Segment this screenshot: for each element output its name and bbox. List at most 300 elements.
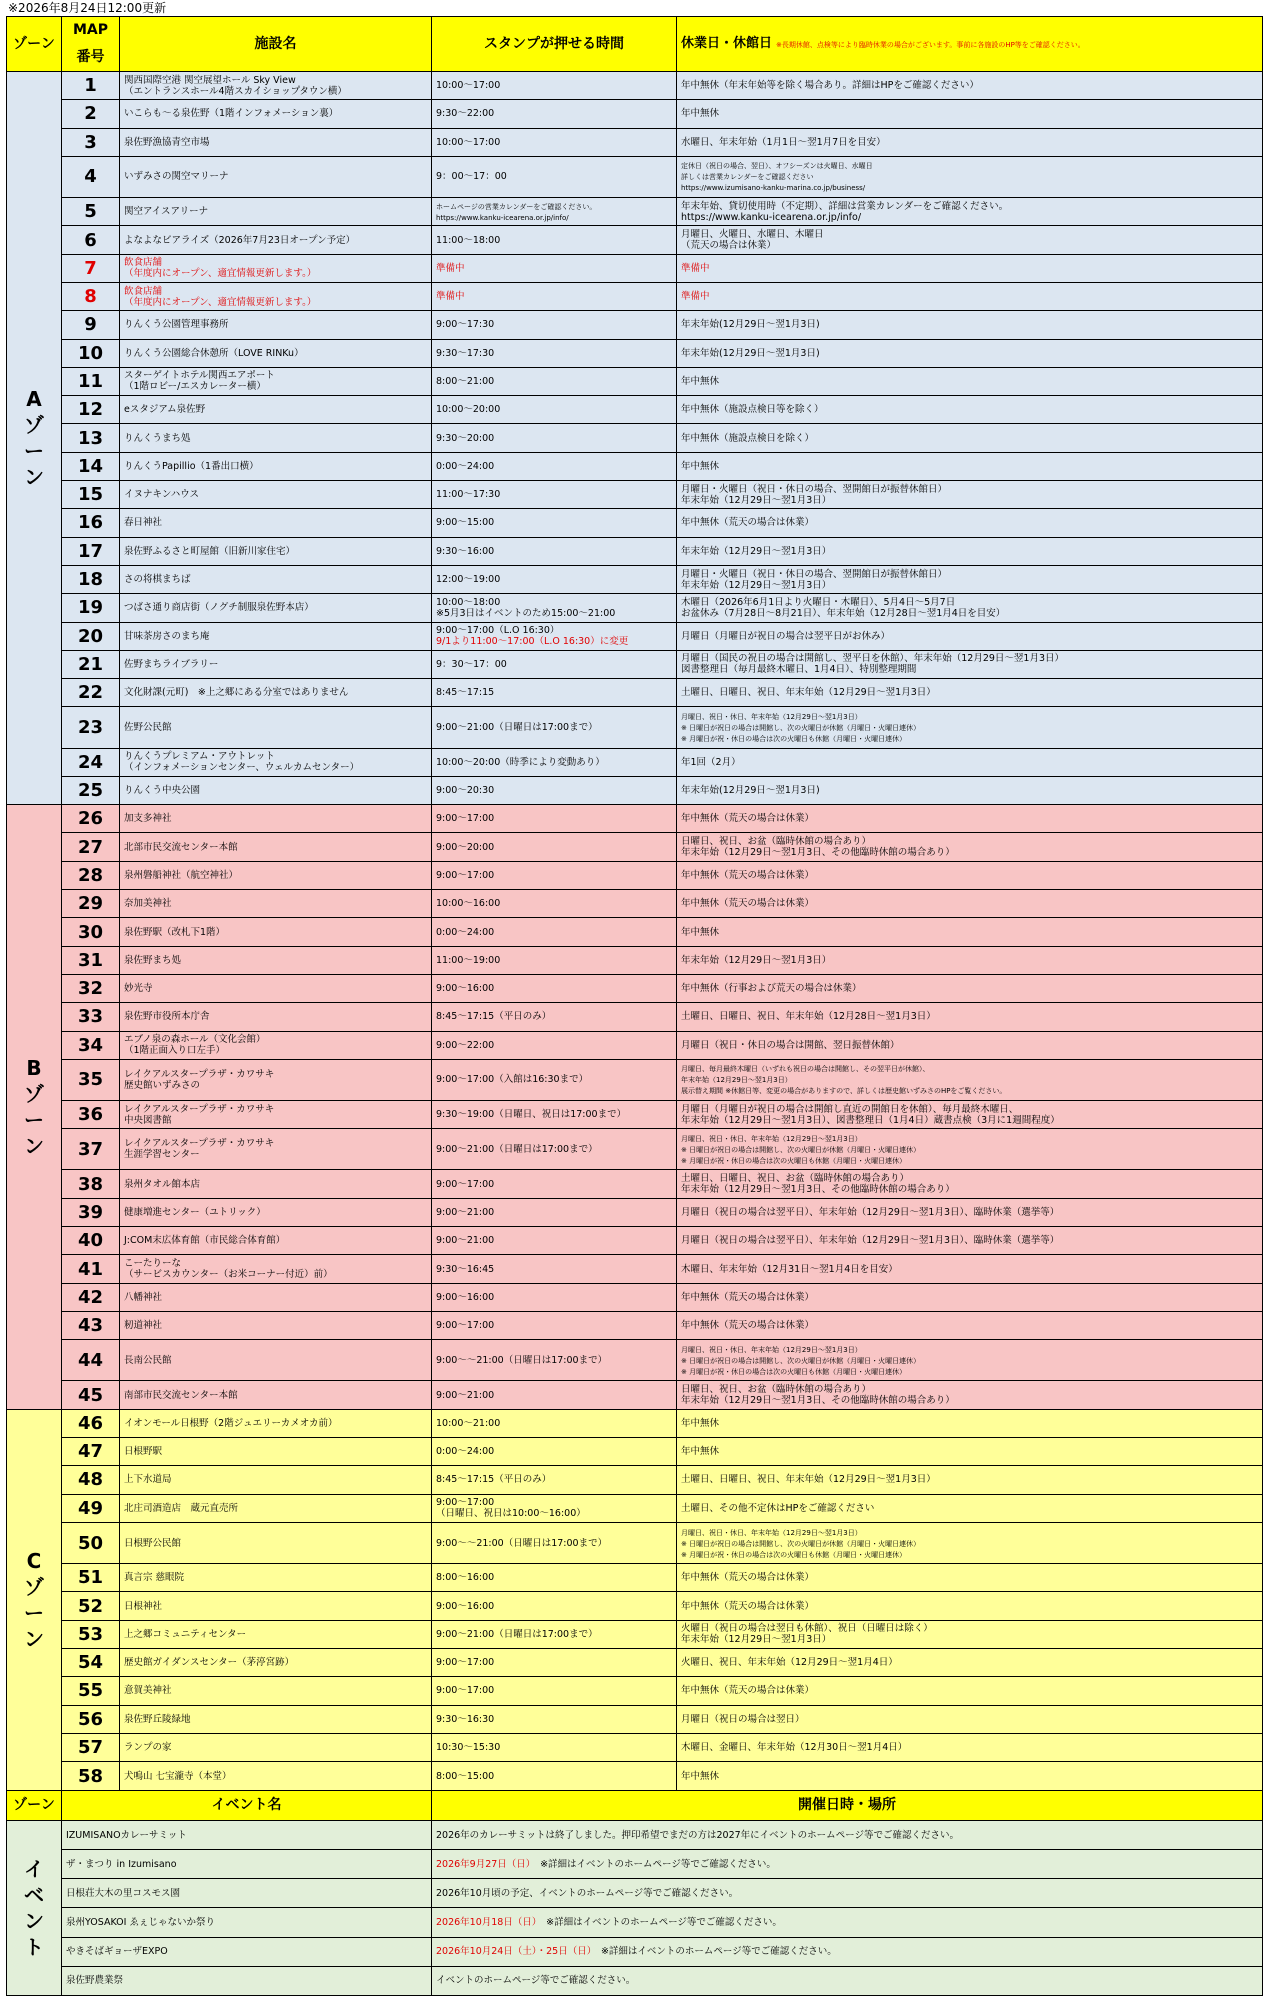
map-number: 4 [62,156,120,197]
facility-row [7,100,1263,128]
holiday-info: 年中無休（行事および荒天の場合は休業） [677,974,1263,1002]
map-number: 7 [62,254,120,282]
facility-name: 妙光寺 [120,974,432,1002]
holiday-info: 月曜日（祝日・休日の場合は開館、翌日振替休館） [677,1031,1263,1059]
cell-line: 年末年始（12月29日～翌1月3日） [681,579,832,591]
facility-row [7,1283,1263,1311]
event-row [7,1937,1263,1966]
facility-name [120,1129,432,1170]
holiday-info: 年末年始（12月29日～翌1月3日） [677,946,1263,974]
cell-line: 月曜日・火曜日（祝日・休日の場合、翌開館日が振替休館日） [681,568,948,580]
facility-row [7,509,1263,537]
stamp-time: 10:00～21:00 [432,1409,677,1437]
event-zone-label [7,1821,62,1996]
cell-line: ※ 月曜日が祝・休日の場合は次の火曜日も休館（月曜日・火曜日連休） [681,1550,907,1559]
cell-line: 定休日（祝日の場合、翌日）、オフシーズンは火曜日、水曜日 [681,162,873,171]
cell-line: エブノ泉の森ホール（文化会館） [124,1034,266,1046]
cell-line: 9/1より11:00～17:00（L.O 16:30）に変更 [436,636,629,648]
holiday-info: 年末年始(12月29日～翌1月3日) [677,311,1263,339]
facility-row [7,1522,1263,1563]
map-number: 44 [62,1340,120,1381]
facility-name: 甘味茶房さのまち庵 [120,622,432,650]
facility-row [7,1003,1263,1031]
cell-line: 生涯学習センター [124,1149,200,1161]
map-number: 57 [62,1733,120,1761]
map-number: 35 [62,1059,120,1100]
map-number: 58 [62,1762,120,1791]
stamp-time: 9:30～16:30 [432,1705,677,1733]
facility-name: いずみさの関空マリーナ [120,156,432,197]
holiday-info [677,1620,1263,1648]
cell-line: （インフォメーションセンター、ウェルカムセンター） [124,762,360,774]
holiday-info: 月曜日（祝日の場合は翌日） [677,1705,1263,1733]
facility-row [7,1409,1263,1437]
event-date: 2026年9月27日（日） [436,1858,531,1870]
cell-line: レイクアルスタープラザ・カワサキ [124,1103,275,1115]
cell-line: 歴史館いずみさの [124,1079,201,1091]
map-number: 16 [62,509,120,537]
facility-row [7,537,1263,565]
holiday-info: 年中無休（施設点検日等を除く） [677,396,1263,424]
facility-name: 犬鳴山 七宝瀧寺（本堂） [120,1762,432,1791]
facility-name: よなよなビアライズ（2026年7月23日オープン予定） [120,226,432,254]
map-number: 5 [62,198,120,226]
map-number: 23 [62,707,120,748]
cell-line: 日曜日、祝日、お盆（臨時休館の場合あり） [681,1384,872,1396]
holiday-info: 年中無休 [677,367,1263,395]
event-info [432,1879,1263,1908]
header-zone: ゾーン [7,17,62,72]
event-detail: ※詳細はイベントのホームページ等でご確認ください。 [530,1858,776,1870]
facility-name: 日根野公民館 [120,1522,432,1563]
facility-row [7,1705,1263,1733]
zone-label [7,1409,62,1790]
event-row [7,1821,1263,1850]
facility-name: eスタジアム泉佐野 [120,396,432,424]
facility-name: 奈加美神社 [120,890,432,918]
header-facility-name: 施設名 [120,17,432,72]
zone-label-text: Aゾーン [24,387,44,490]
event-date: 2026年10月24日（土）・25日（日） [436,1946,592,1958]
cell-line: 10:00～18:00 [436,596,501,608]
cell-line: （年度内にオープン、適宜情報更新します。） [124,268,317,280]
facility-row [7,396,1263,424]
holiday-info: 月曜日（祝日の場合は翌平日）、年末年始（12月29日～翌1月3日）、臨時休業（選挙等） [677,1198,1263,1226]
facility-name: りんくうまち処 [120,424,432,452]
cell-line: ※ 日曜日が祝日の場合は開館し、次の火曜日が休館（月曜日・火曜日連休） [681,723,921,732]
facility-name: イオンモール日根野（2階ジュエリーカメオカ前） [120,1409,432,1437]
event-detail: イベントのホームページ等でご確認ください。 [436,1975,636,1987]
facility-row [7,805,1263,833]
event-row [7,1879,1263,1908]
holiday-info: 木曜日、金曜日、年末年始（12月30日～翌1月4日） [677,1733,1263,1761]
event-name: 泉州YOSAKOI ゑぇじゃないか祭り [62,1908,432,1937]
map-number: 12 [62,396,120,424]
stamp-time: 9:00～17:00 [432,1677,677,1705]
facility-name: 佐野公民館 [120,707,432,748]
facility-row [7,1592,1263,1620]
map-number: 15 [62,481,120,509]
map-number: 43 [62,1311,120,1339]
cell-line: 図書整理日（毎月最終木曜日、1月4日）、特別整理期間 [681,664,917,676]
facility-name: りんくうPapillio（1番出口横） [120,452,432,480]
facility-row [7,622,1263,650]
facility-row [7,1381,1263,1409]
map-number: 34 [62,1031,120,1059]
map-number: 37 [62,1129,120,1170]
facility-name: 籾道神社 [120,1311,432,1339]
stamp-time: 10:00～17:00 [432,72,677,100]
facility-row [7,424,1263,452]
stamp-time: 9:00～21:00 [432,1381,677,1409]
stamp-time: 9:00～21:00 [432,1198,677,1226]
event-header-name: イベント名 [62,1791,432,1821]
stamp-time: 9:00～17:00 [432,1170,677,1198]
holiday-info [677,1129,1263,1170]
cell-line: （荒天の場合は休業） [681,240,777,251]
event-header-zone: ゾーン [7,1791,62,1821]
event-detail: ※詳細はイベントのホームページ等でご確認ください。 [536,1917,782,1929]
map-number: 2 [62,100,120,128]
event-zone-label-text: イベント [24,1857,44,1959]
stamp-time: 11:00～19:00 [432,946,677,974]
facility-name: りんくう公園総合休憩所（LOVE RINKu） [120,339,432,367]
holiday-info [677,1059,1263,1100]
holiday-info: 月曜日（月曜日が祝日の場合は翌平日がお休み） [677,622,1263,650]
map-number: 51 [62,1564,120,1592]
facility-row [7,1311,1263,1339]
facility-name: 文化財課(元町) ※上之郷にある分室ではありません [120,679,432,707]
stamp-time: 11:00～17:30 [432,481,677,509]
cell-line: スターゲイトホテル関西エアポート [124,370,275,382]
cell-line: 月曜日、祝日・休日、年末年始（12月29日～翌1月3日） [681,712,862,721]
stamp-time: 9:00～21:00 [432,1227,677,1255]
cell-line: 年末年始（12月29日～翌1月3日） [681,1634,832,1646]
event-row [7,1908,1263,1937]
facility-name [120,1255,432,1283]
header-stamp-time: スタンプが押せる時間 [432,17,677,72]
holiday-info [677,707,1263,748]
facility-row [7,1227,1263,1255]
map-number: 40 [62,1227,120,1255]
map-number: 28 [62,861,120,889]
facility-name: 春日神社 [120,509,432,537]
zone-label-text: Bゾーン [24,1055,44,1158]
facility-row [7,282,1263,310]
stamp-time: 0:00～24:00 [432,452,677,480]
map-number: 50 [62,1522,120,1563]
holiday-info [677,1170,1263,1198]
facility-row [7,1031,1263,1059]
holiday-info: 土曜日、その他不定休はHPをご確認ください [677,1494,1263,1522]
stamp-time: 10:00～17:00 [432,128,677,156]
facility-row [7,1564,1263,1592]
facility-row [7,1648,1263,1676]
map-number: 39 [62,1198,120,1226]
facility-name: 北庄司酒造店 蔵元直売所 [120,1494,432,1522]
facility-row [7,1340,1263,1381]
facility-name: 日根神社 [120,1592,432,1620]
facility-row [7,226,1263,254]
stamp-time [432,622,677,650]
holiday-info [677,1381,1263,1409]
stamp-time: 0:00～24:00 [432,918,677,946]
facility-row [7,254,1263,282]
cell-line: レイクアルスタープラザ・カワサキ [124,1068,275,1080]
cell-line: 年末年始（12月29日～翌1月3日、その他臨時休館の場合あり） [681,1395,955,1407]
facility-name: 南部市民交流センター本館 [120,1381,432,1409]
holiday-info [677,198,1263,226]
map-number: 49 [62,1494,120,1522]
facility-name: いこらも～る泉佐野（1階インフォメーション裏） [120,100,432,128]
facility-name [120,367,432,395]
facility-name [120,1101,432,1129]
facility-row [7,1620,1263,1648]
header-map-number: MAP番号 [62,17,120,72]
holiday-info: 火曜日、祝日、年末年始（12月29日～翌1月4日） [677,1648,1263,1676]
cell-line: レイクアルスタープラザ・カワサキ [124,1138,275,1150]
event-info [432,1821,1263,1850]
holiday-info: 年末年始(12月29日～翌1月3日) [677,339,1263,367]
stamp-time: 9:00～21:00（日曜日は17:00まで） [432,1620,677,1648]
map-number: 55 [62,1677,120,1705]
stamp-time: 9:00～16:00 [432,1283,677,1311]
stamp-time: 10:30～15:30 [432,1733,677,1761]
facility-row [7,1255,1263,1283]
cell-line: （エントランスホール4階スカイショップタウン横） [124,85,347,97]
holiday-info: 年中無休（施設点検日を除く） [677,424,1263,452]
facility-name: 泉佐野丘陵緑地 [120,1705,432,1733]
stamp-time: 0:00～24:00 [432,1438,677,1466]
facility-name: りんくう公園管理事務所 [120,311,432,339]
facility-row [7,946,1263,974]
facility-row [7,311,1263,339]
event-table [6,1790,1263,1996]
cell-line: 年末年始（12月29日～翌1月3日） [681,494,832,506]
holiday-info: 木曜日、年末年始（12月31日～翌1月4日を目安） [677,1255,1263,1283]
event-name: IZUMISANOカレーサミット [62,1821,432,1850]
cell-line: ※5月3日はイベントのため15:00～21:00 [436,607,616,619]
holiday-info: 年中無休 [677,1762,1263,1791]
cell-line: 年末年始（12月29日～翌1月3日、その他臨時休館の場合あり） [681,847,955,859]
event-header-info: 開催日時・場所 [432,1791,1263,1821]
holiday-info: 年末年始（12月29日～翌1月3日） [677,537,1263,565]
facility-row [7,156,1263,197]
holiday-info [677,481,1263,509]
facility-row [7,339,1263,367]
holiday-info [677,226,1263,254]
facility-name: 関空アイスアリーナ [120,198,432,226]
stamp-time: 9：30～17：00 [432,650,677,678]
map-number: 10 [62,339,120,367]
facility-row [7,1059,1263,1100]
facility-name: りんくう中央公園 [120,776,432,804]
cell-line: https://www.kanku-icearena.or.jp/info/ [436,213,569,222]
stamp-time: 9:30～20:00 [432,424,677,452]
stamp-time: 9:00～～21:00（日曜日は17:00まで） [432,1522,677,1563]
holiday-info [677,1340,1263,1381]
cell-line: こーたりーな [124,1258,182,1270]
holiday-info [677,565,1263,593]
map-number: 41 [62,1255,120,1283]
facility-row [7,1677,1263,1705]
cell-line: （1階ロビー/エスカレーター横） [124,381,266,393]
stamp-time: 9:30～16:45 [432,1255,677,1283]
event-row [7,1850,1263,1879]
map-number: 42 [62,1283,120,1311]
zone-label [7,805,62,1410]
holiday-info: 水曜日、年末年始（1月1日～翌1月7日を目安） [677,128,1263,156]
cell-line: 月曜日・火曜日（祝日・休日の場合、翌開館日が振替休館日） [681,483,948,495]
table-header-row [7,17,1263,72]
stamp-time: 9:30～22:00 [432,100,677,128]
event-header-row [7,1791,1263,1821]
holiday-info: 年中無休 [677,1438,1263,1466]
map-number: 29 [62,890,120,918]
cell-line: 月曜日、祝日・休日、年末年始（12月29日～翌1月3日） [681,1528,862,1537]
cell-line: https://www.izumisano-kanku-marina.co.jp/business/ [681,184,866,193]
holiday-info: 年中無休 [677,452,1263,480]
holiday-info [677,1522,1263,1563]
map-number: 8 [62,282,120,310]
holiday-info: 年中無休（荒天の場合は休業） [677,1311,1263,1339]
stamp-time: 12:00～19:00 [432,565,677,593]
facility-table [6,16,1263,1791]
facility-name [120,748,432,776]
stamp-time: 11:00～18:00 [432,226,677,254]
cell-line: 木曜日（2026年6月1日より火曜日・木曜日）、5月4日～5月7日 [681,596,956,608]
facility-name: 泉佐野市役所本庁舎 [120,1003,432,1031]
holiday-info: 年中無休（荒天の場合は休業） [677,1283,1263,1311]
stamp-time: 9:00～20:30 [432,776,677,804]
holiday-info: 年中無休（年末年始等を除く場合あり。詳細はHPをご確認ください） [677,72,1263,100]
facility-name [120,72,432,100]
stamp-time: 8:45～17:15 [432,679,677,707]
facility-row [7,1101,1263,1129]
facility-name: 真言宗 慈眼院 [120,1564,432,1592]
cell-line: りんくうプレミアム・アウトレット [124,751,275,763]
holiday-info: 土曜日、日曜日、祝日、年末年始（12月29日～翌1月3日） [677,1466,1263,1494]
cell-line: （1階正面入り口左手） [124,1045,226,1057]
event-info [432,1937,1263,1966]
stamp-time [432,594,677,622]
stamp-time: 9:00～21:00（日曜日は17:00まで） [432,707,677,748]
cell-line: 飲食店舗 [124,285,163,297]
map-number: 6 [62,226,120,254]
facility-name: 加支多神社 [120,805,432,833]
stamp-time: 9:00～22:00 [432,1031,677,1059]
event-detail: ※詳細はイベントのホームページ等でご確認ください。 [591,1946,837,1958]
map-number: 45 [62,1381,120,1409]
holiday-info: 年中無休（荒天の場合は休業） [677,1592,1263,1620]
stamp-time: 9:30～17:30 [432,339,677,367]
event-name: 泉佐野農業祭 [62,1966,432,1995]
map-number: 46 [62,1409,120,1437]
cell-line: ※ 日曜日が祝日の場合は開館し、次の火曜日が休館（月曜日・火曜日連休） [681,1145,921,1154]
facility-row [7,748,1263,776]
facility-name [120,254,432,282]
facility-name: 泉佐野漁協青空市場 [120,128,432,156]
cell-line: お盆休み（7月28日～8月21日）、年末年始（12月28日～翌1月4日を目安） [681,607,1006,619]
stamp-time: 10:00～20:00 [432,396,677,424]
holiday-info: 月曜日（祝日の場合は翌平日）、年末年始（12月29日～翌1月3日）、臨時休業（選挙等） [677,1227,1263,1255]
facility-row [7,72,1263,100]
holiday-info: 年中無休（荒天の場合は休業） [677,890,1263,918]
map-number: 13 [62,424,120,452]
holiday-info: 年中無休 [677,1409,1263,1437]
stamp-time: 9:00～～21:00（日曜日は17:00まで） [432,1340,677,1381]
holiday-info [677,833,1263,861]
facility-row [7,1129,1263,1170]
map-number: 27 [62,833,120,861]
stamp-time: 8:00～15:00 [432,1762,677,1791]
facility-row [7,1466,1263,1494]
facility-name [120,282,432,310]
cell-line: 詳しくは営業カレンダーをご確認ください [681,173,814,182]
cell-line: 日曜日、祝日、お盆（臨時休館の場合あり） [681,836,872,848]
facility-name: 泉州タオル館本店 [120,1170,432,1198]
stamp-time: 9:00～17:00 [432,1648,677,1676]
cell-line: ※ 日曜日が祝日の場合は開館し、次の火曜日が休館（月曜日・火曜日連休） [681,1356,921,1365]
facility-row [7,974,1263,1002]
event-name: 日根荘大木の里コスモス園 [62,1879,432,1908]
event-row [7,1966,1263,1995]
facility-row [7,481,1263,509]
facility-name: 長南公民館 [120,1340,432,1381]
cell-line: （年度内にオープン、適宜情報更新します。） [124,296,317,308]
holiday-info: 準備中 [677,254,1263,282]
cell-line: 月曜日（月曜日が祝日の場合は開館し直近の開館日を休館）、毎月最終木曜日、 [681,1103,1019,1115]
facility-row [7,1438,1263,1466]
map-number: 1 [62,72,120,100]
facility-name: イヌナキンハウス [120,481,432,509]
event-detail: 2026年のカレーサミットは終了しました。押印希望でまだの方は2027年にイベントのホームページ等でご確認ください。 [436,1829,959,1841]
map-number: 20 [62,622,120,650]
holiday-info: 年1回（2月） [677,748,1263,776]
facility-row [7,594,1263,622]
facility-row [7,776,1263,804]
facility-name: さの将棋まちば [120,565,432,593]
facility-name: J:COM末広体育館（市民総合体育館） [120,1227,432,1255]
cell-line: 土曜日、日曜日、祝日、お盆（臨時休館の場合あり） [681,1173,910,1185]
cell-line: 火曜日（祝日の場合は翌日も休館）、祝日（日曜日は除く） [681,1623,933,1635]
holiday-info: 土曜日、日曜日、祝日、年末年始（12月29日～翌1月3日） [677,679,1263,707]
zone-label-text: Cゾーン [24,1548,44,1651]
cell-line: 9:00～17:00（L.O 16:30） [436,625,560,637]
cell-line: 展示替え期間 ※休館日等、変更の場合がありますので、詳しくは歴史館いずみさのHPをご覧ください。 [681,1087,1007,1096]
facility-name: ランプの家 [120,1733,432,1761]
stamp-time: 9:00～17:00（入館は16:30まで） [432,1059,677,1100]
facility-row [7,679,1263,707]
stamp-time: 9:30～16:00 [432,537,677,565]
facility-row [7,890,1263,918]
map-number: 25 [62,776,120,804]
event-info [432,1908,1263,1937]
cell-line: （サービスカウンター（お米コーナー付近）前） [124,1269,333,1281]
map-number: 21 [62,650,120,678]
map-number: 31 [62,946,120,974]
cell-line: ※ 月曜日が祝・休日の場合は次の火曜日も休館（月曜日・火曜日連休） [681,1367,907,1376]
facility-row [7,128,1263,156]
holiday-info [677,156,1263,197]
facility-row [7,565,1263,593]
facility-name: 泉州磐船神社（航空神社） [120,861,432,889]
stamp-time: 9：00～17：00 [432,156,677,197]
map-number: 14 [62,452,120,480]
stamp-time: 9:00～17:00 [432,861,677,889]
stamp-time [432,1494,677,1522]
cell-line: 関西国際空港 関空展望ホール Sky View [124,74,296,86]
